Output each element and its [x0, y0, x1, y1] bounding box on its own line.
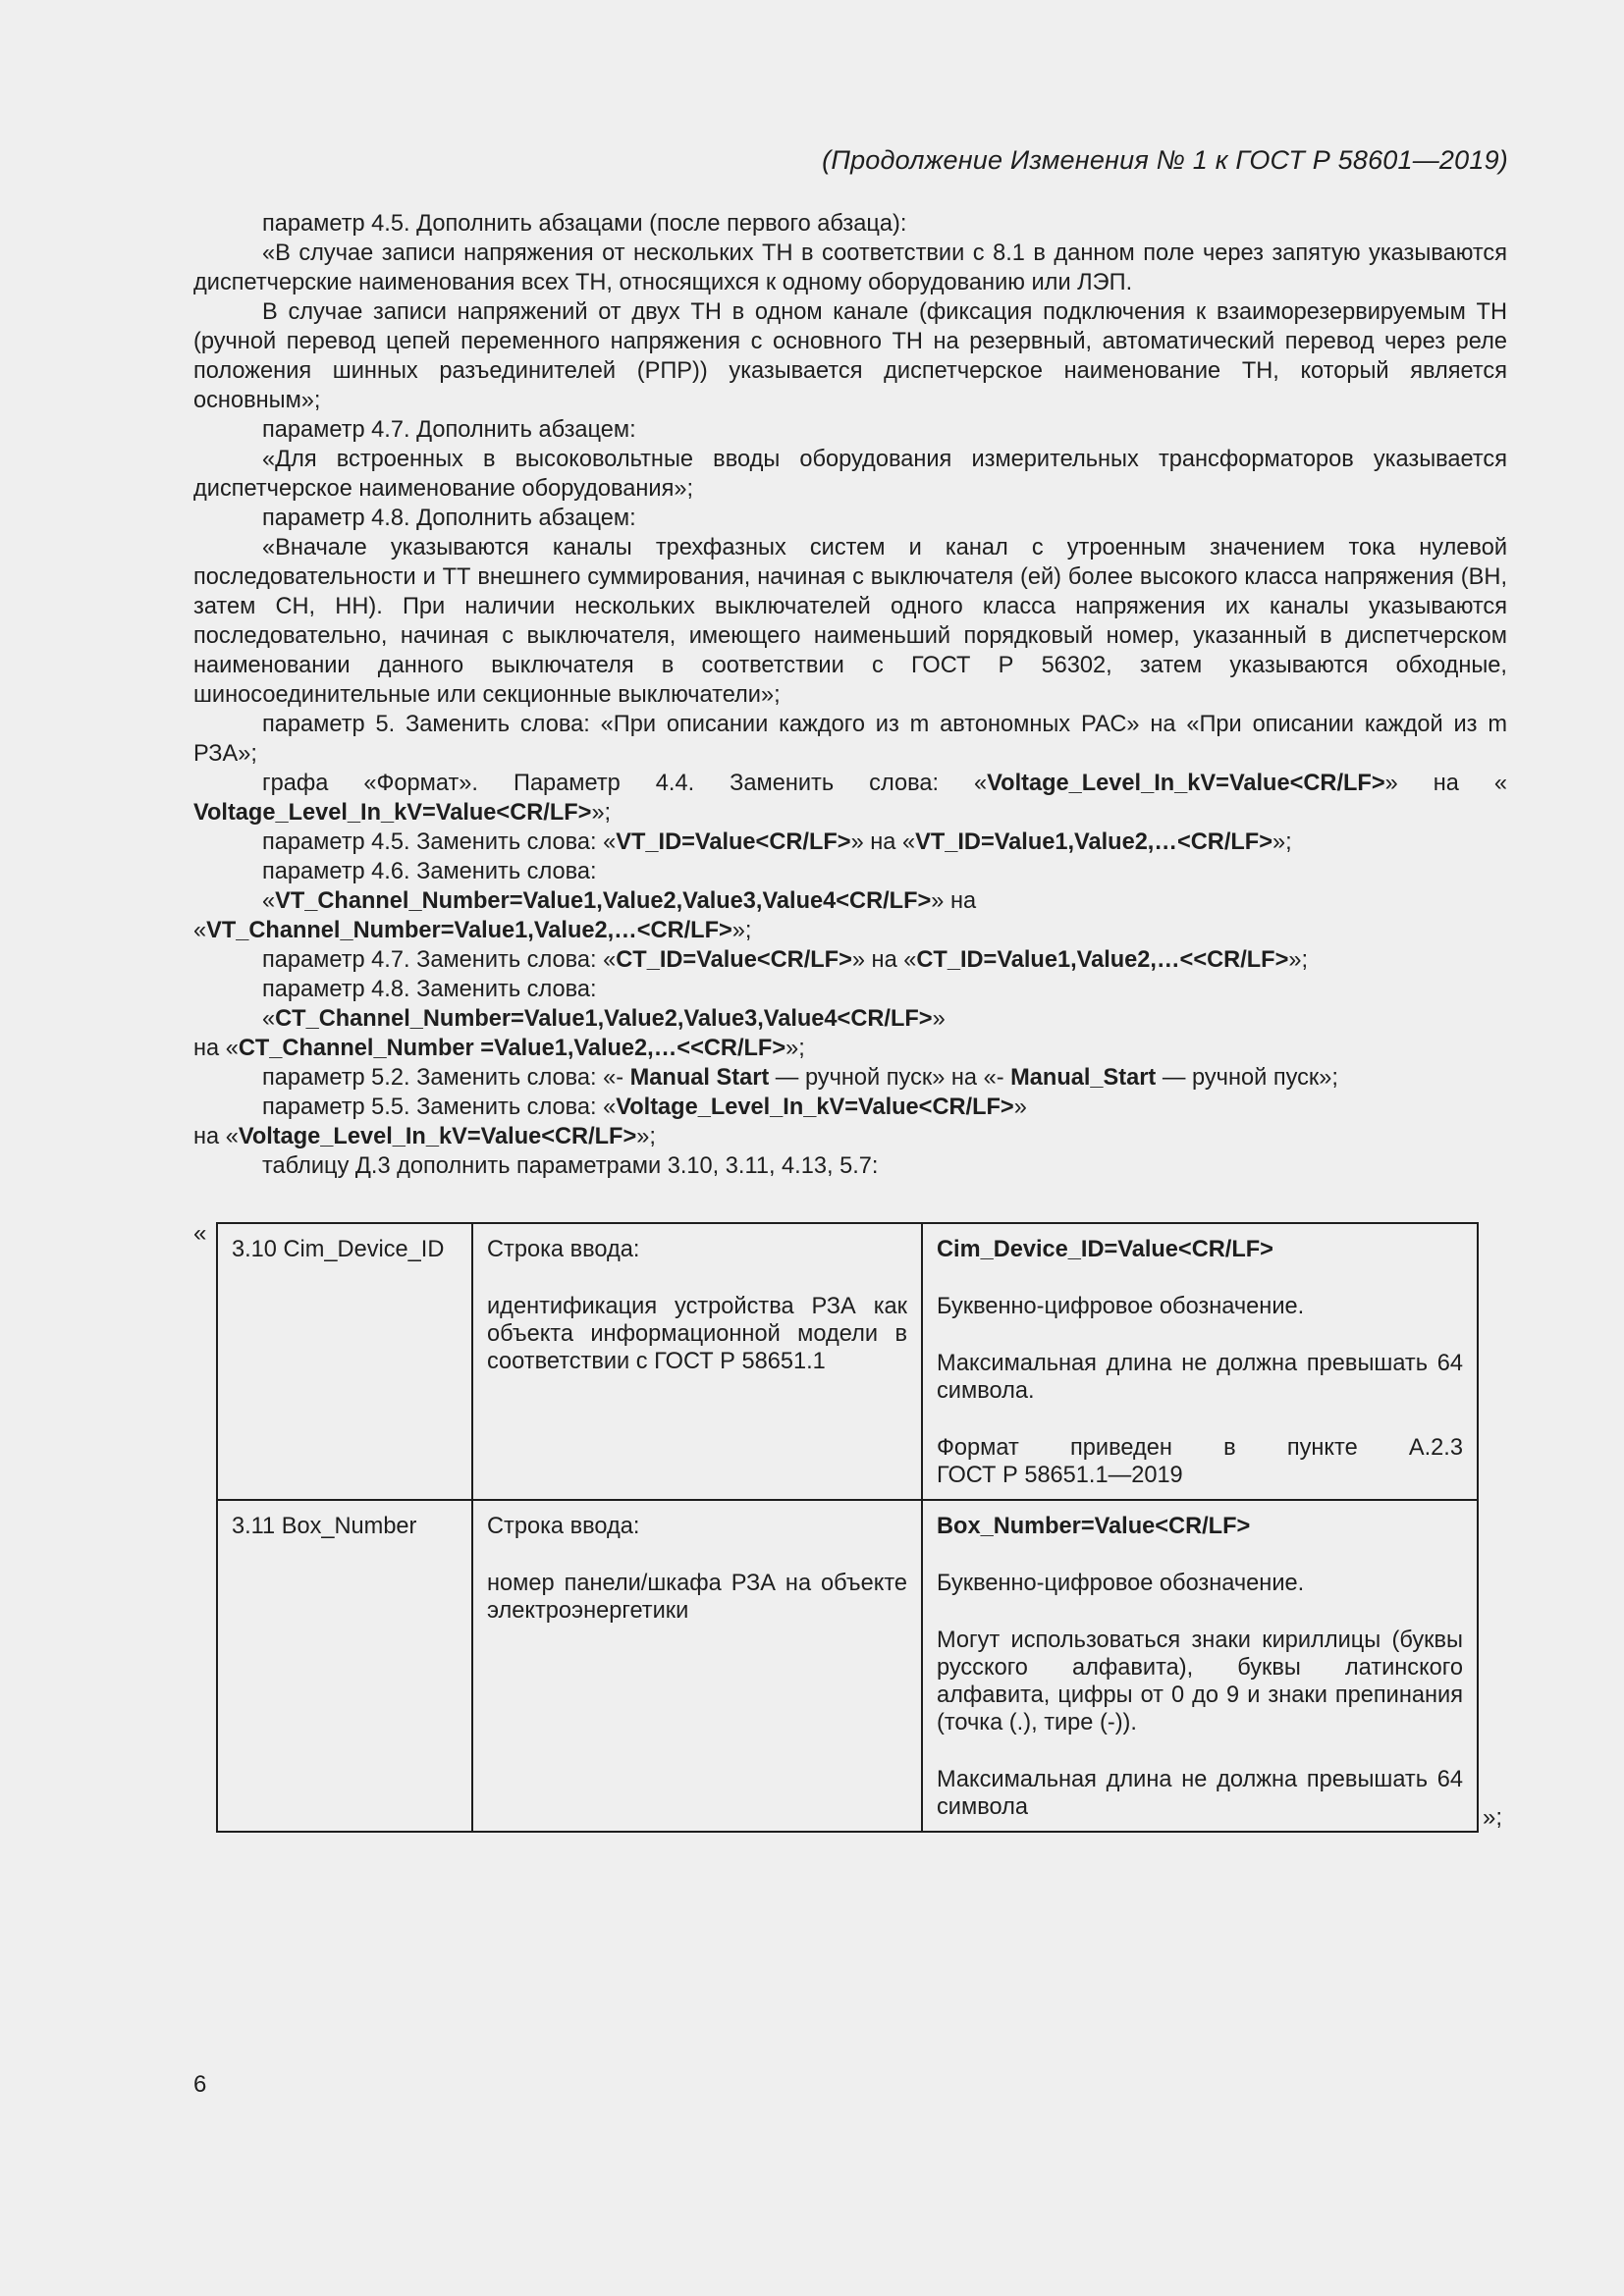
text-run: параметр 4.5. Заменить слова: « [262, 829, 617, 855]
text-run: »; [1272, 829, 1292, 855]
text-run: » на « [850, 829, 916, 855]
paragraph [193, 916, 1507, 945]
code-text: CT_ID=Value<CR/LF> [616, 947, 852, 973]
text-run: »; [1288, 947, 1309, 973]
table-row [217, 1500, 1478, 1832]
paragraph: параметр 4.7. Дополнить абзацем: [262, 417, 636, 443]
paragraph: параметр 4.5. Дополнить абзацами (после первого абзаца): [262, 211, 907, 237]
paragraph: «Вначале указываются каналы трехфазных систем и канал с утроенным значением тока нулевой последовательности и ТТ внешнего суммирования, начиная с выключателя (ей) более высокого класса напряжения (ВН, затем СН, НН). При наличии нескольких выключателей одного класса напряжения их каналы указываются последовательно, начиная с выключателя, имеющего наименьший порядковый номер, указанный в диспетчерском наименовании данного выключателя в соответствии с ГОСТ Р 56302, затем указываются обходные, шиносоединительные или секционные выключатели»; [193, 535, 1507, 708]
text-run: — ручной пуск»; [1156, 1065, 1338, 1091]
code-text: Manual Start [629, 1065, 770, 1091]
paragraph [193, 798, 1507, 828]
code-text: Manual_Start [1010, 1065, 1157, 1091]
text-run: — ручной пуск» на «- [769, 1065, 1011, 1091]
format-text: Максимальная длина не должна превышать 64 символа [937, 1767, 1463, 1820]
paragraph [193, 1034, 1507, 1063]
format-text: Максимальная длина не должна превышать 64 символа. [937, 1351, 1463, 1404]
text-run: »; [785, 1036, 805, 1061]
text-run: на « [193, 1036, 239, 1061]
text-run: на « [193, 1124, 239, 1149]
text-run: « [262, 1006, 276, 1032]
format-code: Cim_Device_ID=Value<CR/LF> [937, 1237, 1273, 1262]
paragraph [193, 886, 1507, 916]
paragraph: «В случае записи напряжения от нескольких ТН в соответствии с 8.1 в данном поле через запятую указываются диспетчерские наименования всех ТН, относящихся к одному оборудованию или ЛЭП. [193, 240, 1507, 295]
paragraph [193, 945, 1507, 975]
text-run: » на « [1384, 771, 1507, 796]
paragraph [193, 1004, 1507, 1034]
paragraph: параметр 4.8. Дополнить абзацем: [262, 506, 636, 531]
page-header: (Продолжение Изменения № 1 к ГОСТ Р 58601—2019) [822, 145, 1508, 175]
paragraph [193, 1063, 1507, 1093]
paragraph: параметр 4.8. Заменить слова: [262, 977, 597, 1002]
text-run: » на [931, 888, 977, 914]
description-cell [472, 1500, 922, 1832]
description-label: Строка ввода: [487, 1237, 640, 1262]
paragraph: В случае записи напряжений от двух ТН в одном канале (фиксация подключения к взаиморезервируемым ТН (ручной перевод цепей переменного напряжения с основного ТН на резервный, автоматический перевод через реле положения шинных разъединителей (РПР)) указывается диспетчерское наименование ТН, который является основным»; [193, 299, 1507, 413]
format-text: Буквенно-цифровое обозначение. [937, 1571, 1305, 1596]
format-text: Буквенно-цифровое обозначение. [937, 1294, 1305, 1319]
page-number: 6 [193, 2071, 207, 2098]
code-text: VT_ID=Value1,Value2,…<CR/LF> [915, 829, 1272, 855]
text-run: параметр 5.5. Заменить слова: « [262, 1095, 617, 1120]
code-text: Voltage_Level_In_kV=Value<CR/LF> [987, 771, 1385, 796]
param-cell [217, 1500, 472, 1832]
format-cell [922, 1223, 1478, 1500]
table-row [217, 1223, 1478, 1500]
text-run: » [932, 1006, 946, 1032]
code-text: Voltage_Level_In_kV=Value<CR/LF> [616, 1095, 1014, 1120]
code-text: Voltage_Level_In_kV=Value<CR/LF> [238, 1124, 637, 1149]
opening-quote: « [193, 1220, 207, 1247]
paragraph: таблицу Д.3 дополнить параметрами 3.10, 3.11, 4.13, 5.7: [262, 1153, 879, 1179]
paragraph: «Для встроенных в высоковольтные вводы оборудования измерительных трансформаторов указывается диспетчерское наименование оборудования»; [193, 447, 1507, 502]
code-text: VT_Channel_Number=Value1,Value2,Value3,Value4<CR/LF> [275, 888, 932, 914]
description-text: идентификация устройства РЗА как объекта информационной модели в соответствии с ГОСТ Р 58651.1 [487, 1294, 907, 1374]
closing-quote: »; [1483, 1804, 1503, 1831]
text-run: »; [731, 918, 752, 943]
text-run: »; [636, 1124, 656, 1149]
format-code: Box_Number=Value<CR/LF> [937, 1514, 1251, 1539]
paragraph [193, 1122, 1507, 1151]
param-name: 3.10 Cim_Device_ID [232, 1237, 445, 1262]
text-run: параметр 4.7. Заменить слова: « [262, 947, 617, 973]
code-text: CT_Channel_Number=Value1,Value2,Value3,Value4<CR/LF> [275, 1006, 933, 1032]
description-cell [472, 1223, 922, 1500]
code-text: VT_Channel_Number=Value1,Value2,…<CR/LF> [206, 918, 732, 943]
text-run: параметр 5.2. Заменить слова: «- [262, 1065, 630, 1091]
parameters-table [216, 1222, 1479, 1833]
text-run: »; [591, 800, 612, 826]
code-text: VT_ID=Value<CR/LF> [616, 829, 851, 855]
paragraph [193, 769, 1507, 798]
format-reference: ГОСТ Р 58651.1—2019 [937, 1463, 1183, 1488]
description-label: Строка ввода: [487, 1514, 640, 1539]
description-text: номер панели/шкафа РЗА на объекте электроэнергетики [487, 1571, 907, 1624]
text-run: » на « [851, 947, 917, 973]
code-text: Voltage_Level_In_kV=Value<CR/LF> [193, 800, 592, 826]
text-run: » [1013, 1095, 1027, 1120]
paragraph [193, 1093, 1507, 1122]
text-run: « [193, 918, 207, 943]
format-text: Могут использоваться знаки кириллицы (буквы русского алфавита), буквы латинского алфавита, цифры от 0 до 9 и знаки препинания (точка (.), тире (-)). [937, 1628, 1463, 1735]
paragraph [193, 828, 1507, 857]
param-name: 3.11 Box_Number [232, 1514, 417, 1539]
text-run: графа «Формат». Параметр 4.4. Заменить слова: « [262, 771, 988, 796]
body-text [193, 209, 1507, 1181]
param-cell [217, 1223, 472, 1500]
format-text [937, 1434, 1463, 1489]
paragraph: параметр 5. Заменить слова: «При описании каждого из m автономных РАС» на «При описании каждой из m РЗА»; [193, 712, 1507, 767]
code-text: CT_Channel_Number =Value1,Value2,…<<CR/LF> [238, 1036, 786, 1061]
text-run: « [262, 888, 276, 914]
format-reference: Формат приведен в пункте А.2.3 [937, 1435, 1463, 1461]
code-text: CT_ID=Value1,Value2,…<<CR/LF> [916, 947, 1289, 973]
paragraph: параметр 4.6. Заменить слова: [262, 859, 597, 884]
format-cell [922, 1500, 1478, 1832]
